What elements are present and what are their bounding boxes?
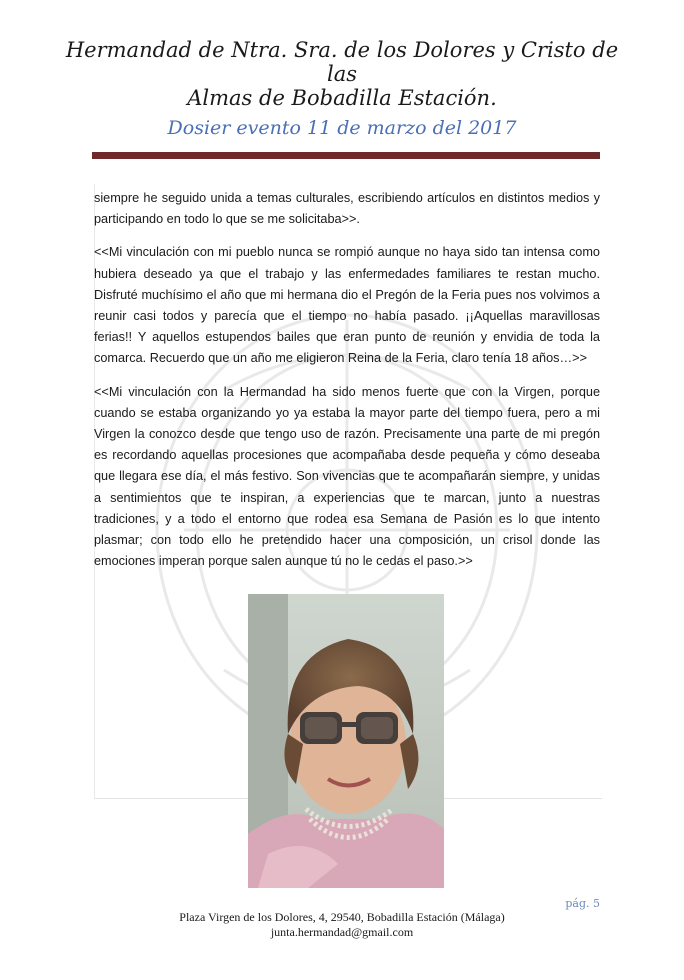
document-header (60, 38, 624, 140)
document-body (94, 188, 600, 584)
footer-email: junta.hermandad@gmail.com (270, 925, 414, 939)
header-divider (92, 152, 600, 159)
paragraph-1: siempre he seguido unida a temas culturales, escribiendo artículos en distintos medios y participando en todo lo que se me solicitaba>>. (94, 191, 600, 227)
header-subtitle: Dosier evento 11 de marzo del 2017 (167, 117, 517, 139)
paragraph-3: <<Mi vinculación con la Hermandad ha sido menos fuerte que con la Virgen, porque cuando se estaba organizando yo ya estaba la mayor parte del tiempo fuera, pero a mi Virgen la conozco desde que tengo uso de razón. Precisamente una parte de mi pregón es recordando aquellas procesiones que acompañaba desde pequeña y cómo deseaba que llegara ese día, el más festivo. Son vivencias que te acompañarán siempre, y unidas a sentimientos que te inspiran, a experiencias que te marcan, junto a nuestras tradiciones, y a todo el entorno que rodea esa Semana de Pasión es lo que intento plasmar; con todo ello he pretendido hacer una composición, un crisol donde las emociones imperan porque salen aunque tú no le cedas el paso.>> (94, 384, 600, 569)
paragraph-2: <<Mi vinculación con mi pueblo nunca se rompió aunque no haya sido tan intensa como hubiera deseado ya que el trabajo y las enfermedades familiares te restan mucho. Disfruté muchísimo el año que mi hermana dio el Pregón de la Feria pues nos volvimos a reunir casi todos y parecía que el tiempo no había pasado. ¡¡Aquellas maravillosas ferias!! Y aquellos estupendos bailes que eran punto de reunión y envidia de toda la comarca. Recuerdo que un año me eligieron Reina de la Feria, claro tenía 18 años…>> (94, 245, 600, 366)
header-title-line-1: Hermandad de Ntra. Sra. de los Dolores y Cristo de las (65, 38, 619, 86)
header-title-line-2: Almas de Bobadilla Estación. (187, 86, 497, 110)
page-number: pág. 5 (565, 897, 600, 910)
document-footer (0, 910, 684, 940)
portrait-photo (248, 594, 444, 888)
footer-address: Plaza Virgen de los Dolores, 4, 29540, Bobadilla Estación (Málaga) (179, 910, 505, 924)
